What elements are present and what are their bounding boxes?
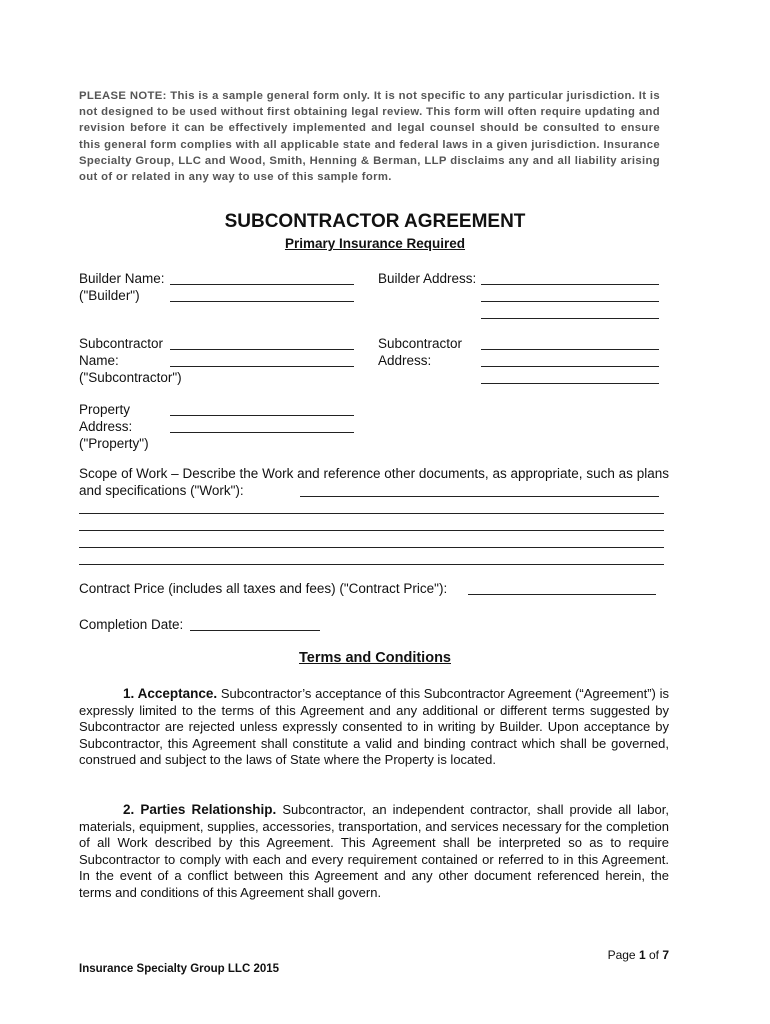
- scope-blank-3[interactable]: [79, 547, 664, 548]
- sub-address-label: Subcontractor: [378, 336, 463, 351]
- scope-blank-2[interactable]: [79, 530, 664, 531]
- sub-name-blank-1[interactable]: [170, 349, 354, 350]
- scope-of-work-label: Scope of Work – Describe the Work and reference other documents, as appropriate, such as plans and specifications ("Work"):: [79, 466, 669, 498]
- property-label-alias: ("Property"): [79, 436, 149, 451]
- contract-price-blank[interactable]: [468, 594, 656, 595]
- scope-blank-4[interactable]: [79, 564, 664, 565]
- completion-date-blank[interactable]: [190, 630, 320, 631]
- section-acceptance-body: Subcontractor’s acceptance of this Subcontractor Agreement (“Agreement”) is expressly limited to the terms of this Agreement and any additional or different terms suggested by Subcontractor are rejected unless expressly consented to in writing by Builder. Upon acceptance by Subcontractor, this Agreement shall constitute a valid and binding contract which shall be governed, construed and subject to the laws of State where the Property is located.: [79, 686, 669, 768]
- page-current: 1: [638, 948, 646, 962]
- sub-name-label-2: Name:: [79, 353, 119, 368]
- builder-name-blank-1[interactable]: [170, 284, 354, 285]
- contract-price-label: Contract Price (includes all taxes and fees) ("Contract Price"):: [79, 581, 448, 596]
- scope-blank-0[interactable]: [300, 496, 659, 497]
- builder-name-label-alias: ("Builder"): [79, 288, 140, 303]
- builder-address-blank-3[interactable]: [481, 318, 659, 319]
- disclaimer-note: PLEASE NOTE: This is a sample general form only. It is not specific to any particular jurisdiction. It is not designed to be used without first obtaining legal review. This form will often require updating and revision before it can be effectively implemented and legal counsel should be consulted to ensure this general form complies with all applicable state and federal laws in a given jurisdiction. Insurance Specialty Group, LLC and Wood, Smith, Henning & Berman, LLP disclaims any and all liability arising out of or related in any way to use of this sample form.: [79, 90, 660, 184]
- completion-date-label: Completion Date:: [79, 617, 184, 632]
- section-parties-heading: 2. Parties Relationship.: [123, 802, 277, 817]
- scope-blank-1[interactable]: [79, 513, 664, 514]
- property-blank-2[interactable]: [170, 432, 354, 433]
- document-subtitle: Primary Insurance Required: [284, 236, 466, 251]
- page-of: of: [645, 948, 663, 962]
- sub-address-blank-3[interactable]: [481, 383, 659, 384]
- terms-heading: Terms and Conditions: [299, 650, 451, 666]
- sub-name-blank-2[interactable]: [170, 366, 354, 367]
- builder-address-blank-1[interactable]: [481, 284, 659, 285]
- sub-address-blank-1[interactable]: [481, 349, 659, 350]
- sub-address-blank-2[interactable]: [481, 366, 659, 367]
- section-parties-body: Subcontractor, an independent contractor, shall provide all labor, materials, equipment, supplies, accessories, transportation, and services necessary for the completion of all Work described by this Agreement. This Agreement shall be interpreted so as to require Subcontractor to comply with each and every requirement contained or referred to in this Agreement. In the event of a conflict between this Agreement and any other document referenced herein, the terms and conditions of this Agreement shall govern.: [79, 802, 669, 900]
- property-label-2: Address:: [79, 419, 133, 434]
- property-blank-1[interactable]: [170, 415, 354, 416]
- sub-address-label-2: Address:: [378, 353, 432, 368]
- section-acceptance: [79, 686, 669, 769]
- page-number: [560, 948, 669, 962]
- section-acceptance-heading: 1. Acceptance.: [123, 686, 218, 701]
- page-prefix: Page: [607, 948, 639, 962]
- builder-name-blank-2[interactable]: [170, 301, 354, 302]
- section-parties-relationship: [79, 802, 669, 902]
- document-title: SUBCONTRACTOR AGREEMENT: [224, 211, 526, 232]
- builder-address-label: Builder Address:: [378, 271, 477, 286]
- builder-address-blank-2[interactable]: [481, 301, 659, 302]
- page-total: 7: [662, 948, 669, 962]
- builder-name-label: Builder Name:: [79, 271, 165, 286]
- sub-name-label: Subcontractor: [79, 336, 164, 351]
- sub-name-label-alias: ("Subcontractor"): [79, 370, 182, 385]
- property-label: Property: [79, 402, 131, 417]
- footer-text: Insurance Specialty Group LLC 2015: [79, 963, 280, 975]
